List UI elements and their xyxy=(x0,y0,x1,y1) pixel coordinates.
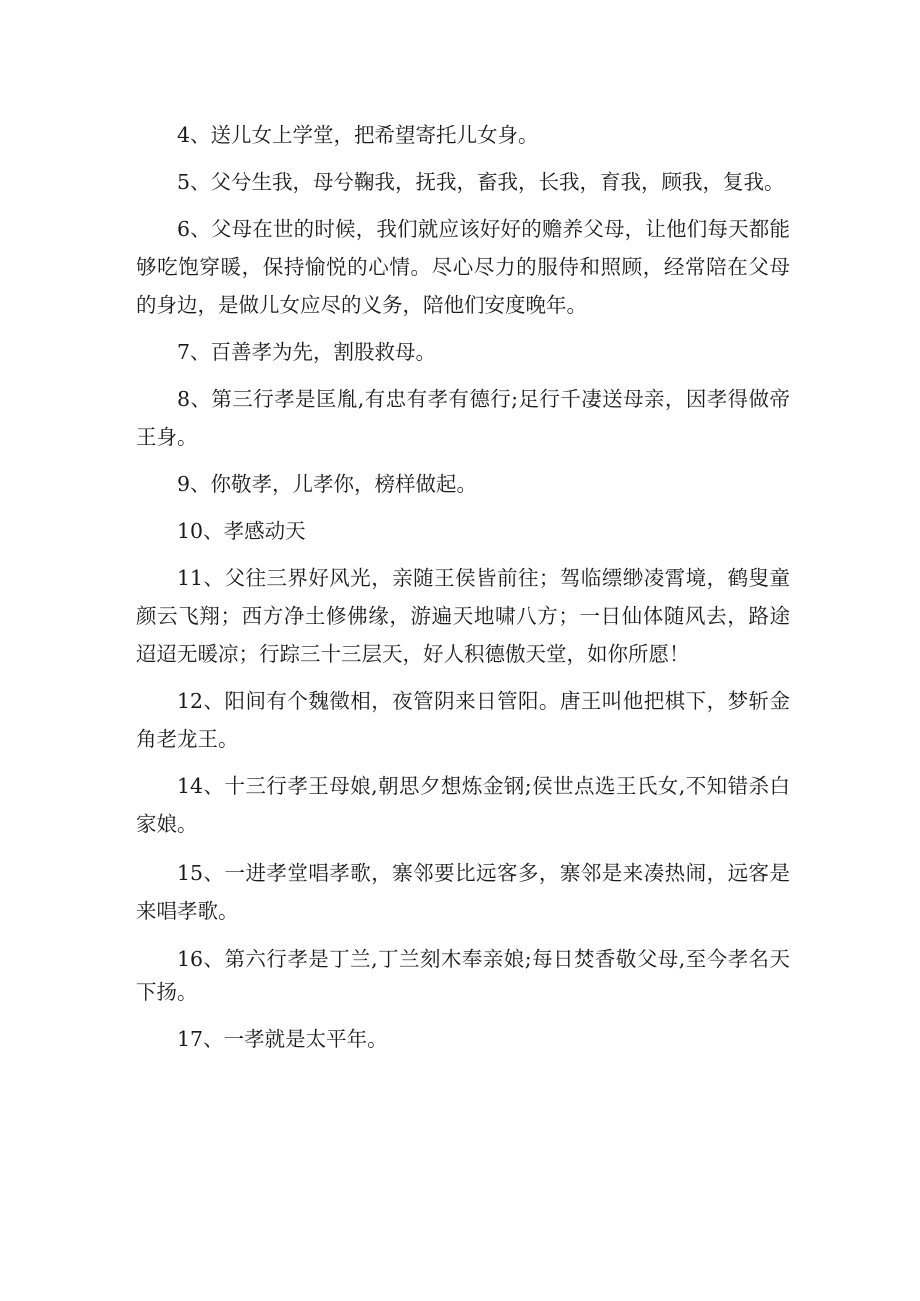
paragraph-4: 4、送儿女上学堂，把希望寄托儿女身。 xyxy=(177,123,539,147)
paragraph-11: 11、父往三界好风光，亲随王侯皆前往；驾临缥缈凌霄境，鹤叟童颜云飞翔；西方净土修佛缘，游遍天地啸八方；一日仙体随风去，路途迢迢无暖凉；行踪三十三层天，好人积德傲天堂，如你所愿！ xyxy=(136,566,790,666)
paragraph-14: 14、十三行孝王母娘,朝思夕想炼金钢;侯世点选王氏女,不知错杀白家娘。 xyxy=(136,774,790,836)
paragraph-17: 17、一孝就是太平年。 xyxy=(177,1027,388,1051)
paragraph-5: 5、父兮生我，母兮鞠我，抚我，畜我，长我，育我，顾我，复我。 xyxy=(177,170,785,194)
paragraph-12: 12、阳间有个魏徵相，夜管阴来日管阳。唐王叫他把棋下，梦斩金角老龙王。 xyxy=(136,689,790,751)
paragraph-10: 10、孝感动天 xyxy=(177,519,306,543)
paragraph-8: 8、第三行孝是匡胤,有忠有孝有德行;足行千凄送母亲，因孝得做帝王身。 xyxy=(136,387,790,449)
document-body xyxy=(136,116,790,1058)
paragraph-16: 16、第六行孝是丁兰,丁兰刻木奉亲娘;每日焚香敬父母,至今孝名天下扬。 xyxy=(136,947,790,1004)
paragraph-7: 7、百善孝为先，割股救母。 xyxy=(177,340,437,364)
paragraph-15: 15、一进孝堂唱孝歌，寨邻要比远客多，寨邻是来凑热闹，远客是来唱孝歌。 xyxy=(136,861,790,923)
paragraph-6: 6、父母在世的时候，我们就应该好好的赡养父母，让他们每天都能够吃饱穿暖，保持愉悦的心情。尽心尽力的服侍和照顾，经常陪在父母的身边，是做儿女应尽的义务，陪他们安度晚年。 xyxy=(136,217,790,317)
paragraph-9: 9、你敬孝，儿孝你，榜样做起。 xyxy=(177,472,478,496)
